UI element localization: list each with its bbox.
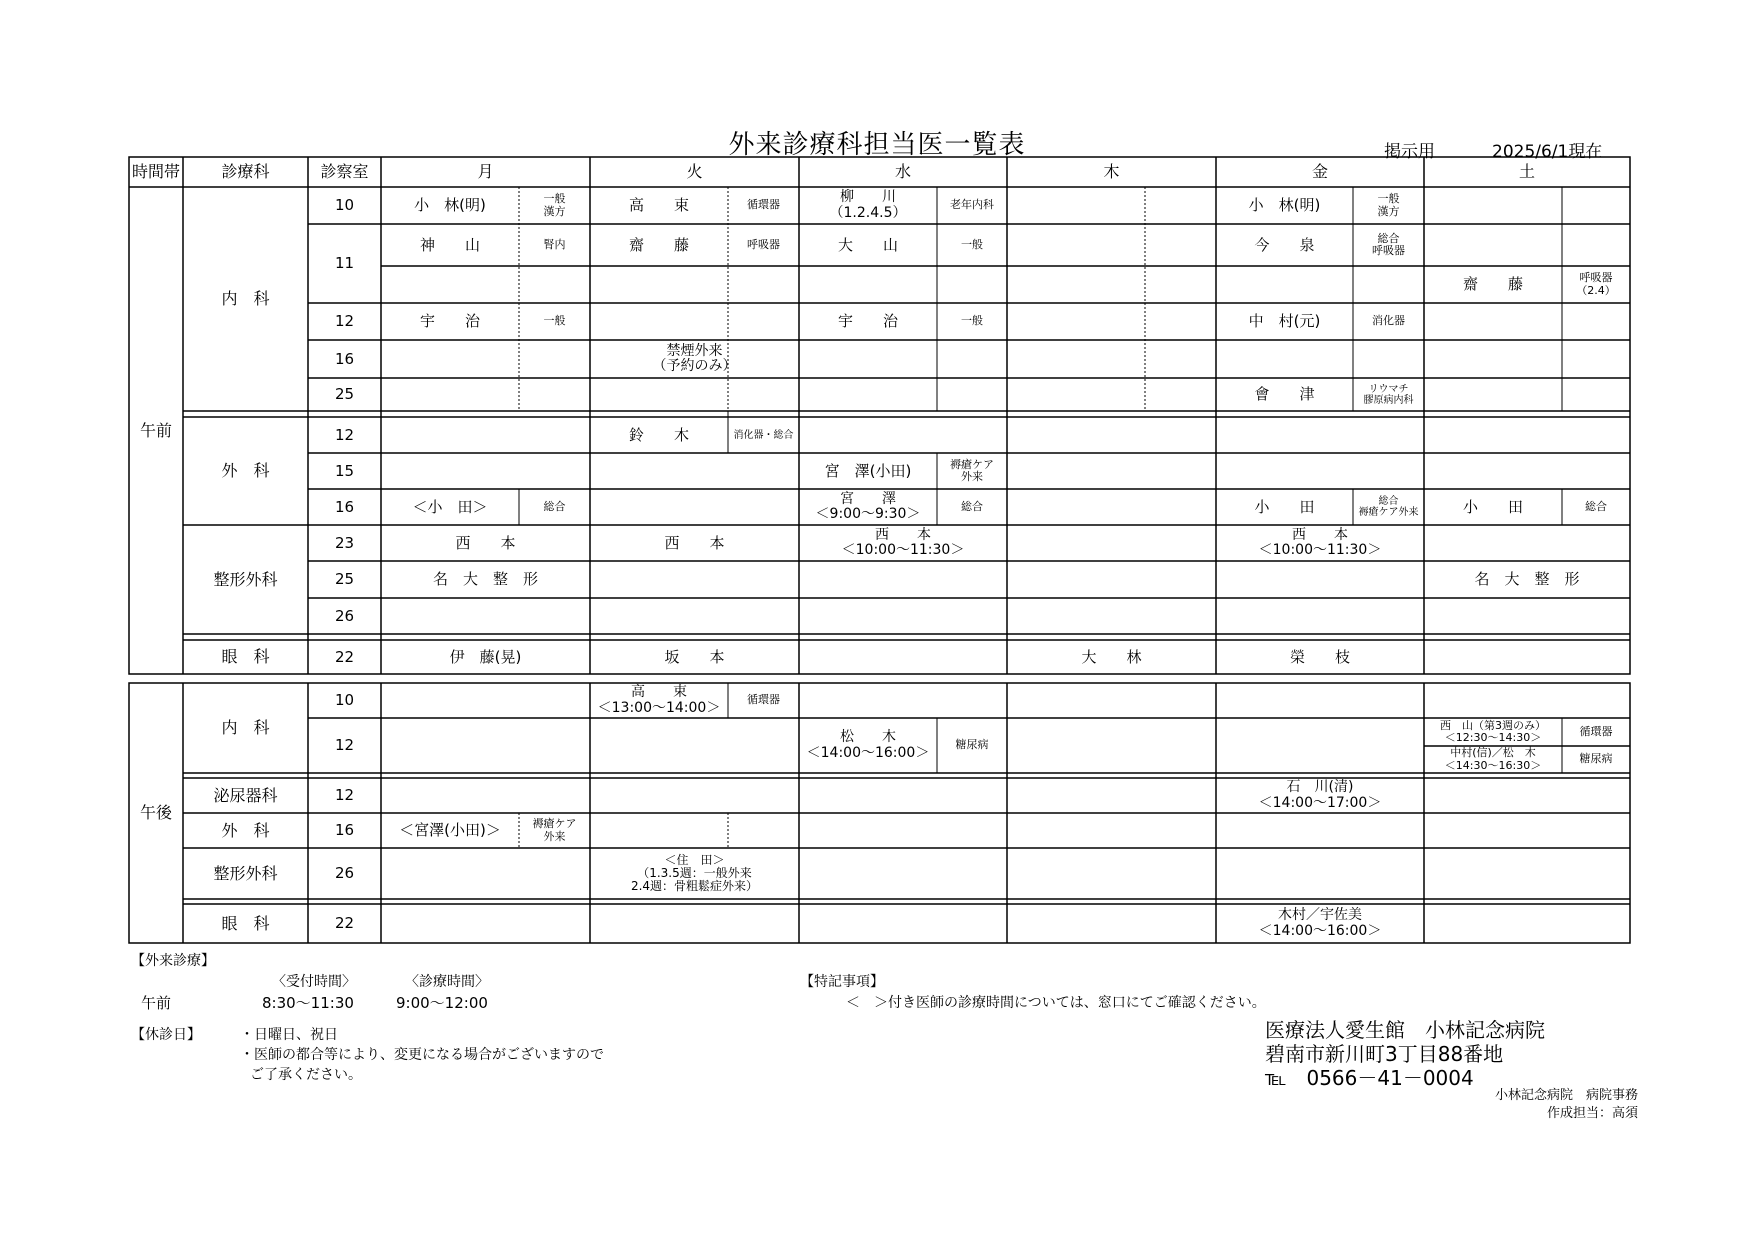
doctor-name: 松 木 ＜14:00～16:00＞ <box>806 729 930 761</box>
room-number: 16 <box>334 821 355 840</box>
room-number: 12 <box>334 425 355 444</box>
specialty-tag: 一般 <box>543 314 566 328</box>
room-number: 16 <box>334 349 355 368</box>
doctor-name: 西 本 ＜10:00～11:30＞ <box>841 526 965 558</box>
doctor-name: 西 本 <box>455 533 516 552</box>
am-ganka-label: 眼 科 <box>221 647 270 667</box>
doctor-name: 大 山 <box>837 235 898 254</box>
specialty-tag: リウマチ 膠原病内科 <box>1363 383 1414 406</box>
header-day-sat: 土 <box>1518 162 1535 182</box>
reception-label: 〈受付時間〉 <box>272 974 356 990</box>
publication-label: 掲示用 <box>1384 142 1435 162</box>
am-seikei-label: 整形外科 <box>213 569 278 589</box>
pm-ganka-label: 眼 科 <box>221 913 270 933</box>
specialty-tag: 総合 褥瘡ケア外来 <box>1358 496 1419 518</box>
doctor-name: 宮 澤 ＜9:00～9:30＞ <box>815 490 921 522</box>
doctor-name: 高 束 <box>628 196 689 215</box>
specialty-tag: 総合 呼吸器 <box>1372 231 1405 257</box>
holiday-line: ・医師の都合等により、変更になる場合がございますので <box>240 1047 604 1063</box>
outpatient-title: 【外来診療】 <box>131 953 215 969</box>
specialty-tag: 循環器 <box>747 198 780 212</box>
pm-hinyo-label: 泌尿器科 <box>213 785 278 805</box>
doctor-name: 神 山 <box>419 235 480 254</box>
doctor-name: 木村／宇佐美 ＜14:00～16:00＞ <box>1258 907 1382 939</box>
pm-seikei-label: 整形外科 <box>213 863 278 883</box>
doctor-name: 柳 川 （1.2.4.5） <box>829 189 907 221</box>
special-title: 【特記事項】 <box>800 974 884 990</box>
doctor-name: 西 本 <box>664 533 725 552</box>
doctor-name: 大 林 <box>1081 647 1142 666</box>
room-number: 16 <box>334 497 355 516</box>
room-number: 25 <box>334 385 355 404</box>
doctor-name: 坂 本 <box>664 647 725 666</box>
special-text: ＜ ＞付き医師の診療時間については、窓口にてご確認ください。 <box>846 995 1266 1011</box>
header-day-thu: 木 <box>1103 162 1120 182</box>
specialty-tag: 消化器・総合 <box>733 429 794 441</box>
room-number: 10 <box>334 196 355 215</box>
room-number: 26 <box>334 864 355 883</box>
author: 作成担当：高須 <box>1546 1105 1638 1121</box>
doctor-name: ＜住 田＞ （1.3.5週：一般外来 2.4週：骨粗鬆症外来） <box>630 852 759 894</box>
header-day-fri: 金 <box>1311 162 1328 182</box>
doctor-name: 西 山（第3週のみ） ＜12:30～14:30＞ <box>1440 718 1546 744</box>
clinic-note: 禁煙外来 （予約のみ） <box>652 342 737 374</box>
room-number: 22 <box>334 647 355 666</box>
doctor-name: 中 村(元) <box>1248 312 1321 331</box>
office-name: 小林記念病院 病院事務 <box>1494 1088 1638 1103</box>
holiday-title: 【休診日】 <box>131 1027 201 1043</box>
room-number: 12 <box>334 736 355 755</box>
hospital-tel: ℡ 0566－41－0004 <box>1265 1066 1474 1090</box>
doctor-name: 齋 藤 <box>1462 275 1523 294</box>
doctor-name: 伊 藤(晃) <box>449 647 522 666</box>
doctor-name: 小 林(明) <box>1248 196 1321 215</box>
specialty-tag: 腎内 <box>543 237 566 251</box>
doctor-name: 名 大 整 形 <box>432 570 538 589</box>
doctor-name: 齋 藤 <box>628 235 689 254</box>
room-number: 11 <box>334 254 355 273</box>
page-title: 外来診療科担当医一覧表 <box>728 130 1026 160</box>
header-dept: 診療科 <box>221 162 270 182</box>
room-number: 12 <box>334 786 355 805</box>
doctor-name: ＜宮澤(小田)＞ <box>399 821 501 840</box>
specialty-tag: 一般 漢方 <box>1377 192 1400 218</box>
doctor-name: 會 津 <box>1254 385 1315 404</box>
header-time: 時間帯 <box>131 162 180 182</box>
holiday-line: ・日曜日、祝日 <box>240 1027 338 1043</box>
specialty-tag: 呼吸器 <box>747 237 780 251</box>
doctor-name: 宮 澤(小田) <box>824 461 912 480</box>
room-number: 22 <box>334 914 355 933</box>
room-number: 26 <box>334 606 355 625</box>
specialty-tag: 糖尿病 <box>1579 752 1613 766</box>
doctor-name: 名 大 整 形 <box>1474 570 1580 589</box>
header-room: 診察室 <box>320 162 369 182</box>
am-geka-label: 外 科 <box>221 461 270 481</box>
specialty-tag: 褥瘡ケア 外来 <box>950 457 994 483</box>
pm-naika-label: 内 科 <box>221 718 270 738</box>
pm-label: 午後 <box>139 803 172 823</box>
hospital-block <box>1265 1018 1545 1090</box>
room-number: 10 <box>334 691 355 710</box>
doctor-name: 小 田 <box>1462 497 1523 516</box>
doctor-name: 宇 治 <box>837 312 898 331</box>
specialty-tag: 循環器 <box>1579 724 1613 738</box>
doctor-name: 榮 枝 <box>1289 647 1350 666</box>
specialty-tag: 総合 <box>1585 499 1607 513</box>
specialty-tag: 老年内科 <box>950 198 994 212</box>
doctor-name: 今 泉 <box>1254 235 1315 254</box>
header-day-wed: 水 <box>894 162 911 182</box>
reception-time: 8:30～11:30 <box>262 994 354 1012</box>
room-number: 15 <box>334 461 355 480</box>
specialty-tag: 褥瘡ケア 外来 <box>532 817 577 843</box>
am-hours-label: 午前 <box>141 994 172 1012</box>
am-label: 午前 <box>139 420 172 440</box>
consult-time: 9:00～12:00 <box>396 994 488 1012</box>
hospital-address: 碧南市新川町3丁目88番地 <box>1265 1042 1504 1066</box>
specialty-tag: 総合 <box>543 499 566 513</box>
specialty-tag: 一般 漢方 <box>543 192 566 218</box>
doctor-name: 小 林(明) <box>414 196 486 215</box>
doctor-name: 宇 治 <box>419 312 480 331</box>
doctor-name: 西 本 ＜10:00～11:30＞ <box>1258 526 1382 558</box>
specialty-tag: 一般 <box>961 237 983 251</box>
holiday-line: ご了承ください。 <box>250 1067 362 1083</box>
specialty-tag: 呼吸器 （2.4） <box>1576 271 1616 297</box>
specialty-tag: 消化器 <box>1372 314 1405 328</box>
specialty-tag: 一般 <box>961 314 983 328</box>
specialty-tag: 総合 <box>961 499 983 513</box>
header-day-tue: 火 <box>686 162 703 182</box>
office-block <box>1495 1087 1638 1122</box>
doctor-name: 小 田 <box>1254 497 1315 516</box>
pm-geka-label: 外 科 <box>221 820 270 840</box>
doctor-name: 石 川(清) ＜14:00～17:00＞ <box>1258 779 1382 811</box>
doctor-name: ＜小 田＞ <box>412 497 488 516</box>
room-number: 23 <box>334 533 355 552</box>
room-number: 25 <box>334 570 355 589</box>
room-number: 12 <box>334 312 355 331</box>
doctor-name: 中村(信)／松 木 ＜14:30～16:30＞ <box>1444 746 1542 772</box>
header-day-mon: 月 <box>477 162 494 182</box>
doctor-name: 鈴 木 <box>628 425 689 444</box>
hospital-name: 医療法人愛生館 小林記念病院 <box>1265 1018 1545 1042</box>
specialty-tag: 循環器 <box>747 693 780 707</box>
as-of-date: 2025/6/1現在 <box>1492 142 1603 162</box>
doctor-name: 高 束 ＜13:00～14:00＞ <box>597 684 721 716</box>
consult-label: 〈診療時間〉 <box>405 974 489 990</box>
am-naika-label: 内 科 <box>221 289 270 309</box>
specialty-tag: 糖尿病 <box>955 738 989 752</box>
